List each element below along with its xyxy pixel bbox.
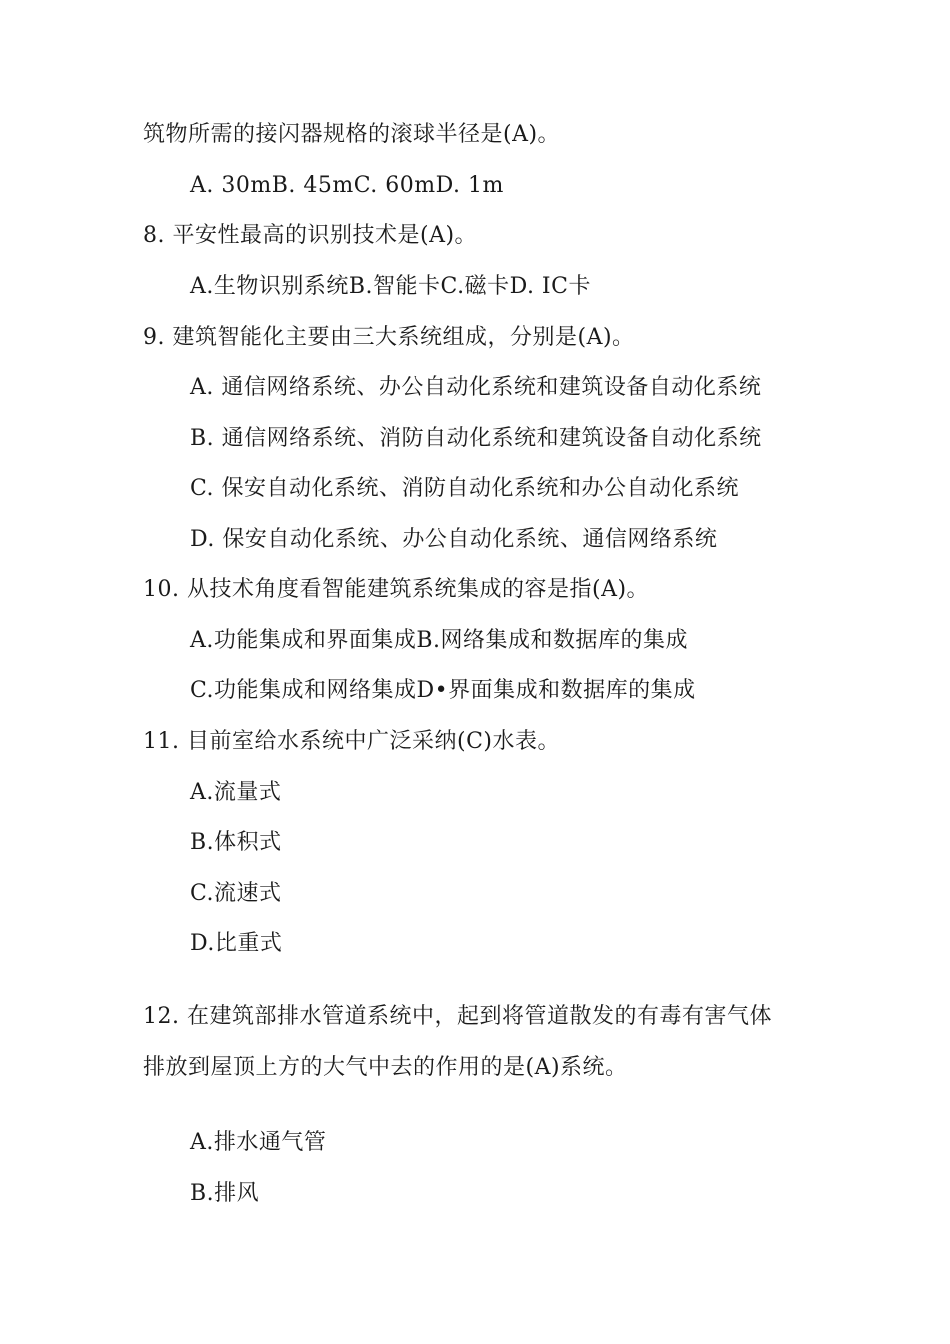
question-12-continuation: 排放到屋顶上方的大气中去的作用的是(A)系统。: [143, 1055, 628, 1080]
question-10-options-ab: A.功能集成和界面集成B.网络集成和数据库的集成: [190, 628, 689, 653]
question-9-option-b: B. 通信网络系统、消防自动化系统和建筑设备自动化系统: [190, 426, 762, 451]
question-10: 10. 从技术角度看智能建筑系统集成的容是指(A)。: [143, 577, 650, 602]
question-7-options: A. 30mB. 45mC. 60mD. 1m: [190, 173, 504, 198]
question-10-options-cd: C.功能集成和网络集成D•界面集成和数据库的集成: [190, 678, 696, 703]
question-8: 8. 平安性最高的识别技术是(A)。: [143, 223, 478, 248]
question-9-option-a: A. 通信网络系统、办公自动化系统和建筑设备自动化系统: [190, 375, 762, 400]
question-11-option-c: C.流速式: [190, 881, 282, 906]
question-11-option-d: D.比重式: [190, 931, 283, 956]
question-9-option-c: C. 保安自动化系统、消防自动化系统和办公自动化系统: [190, 476, 740, 501]
question-11: 11. 目前室给水系统中广泛采纳(C)水表。: [143, 729, 560, 754]
question-9-option-d: D. 保安自动化系统、办公自动化系统、通信网络系统: [190, 527, 718, 552]
question-7-continuation: 筑物所需的接闪器规格的滚球半径是(A)。: [143, 122, 561, 147]
question-12-option-b: B.排风: [190, 1181, 260, 1206]
question-11-option-a: A.流量式: [190, 780, 282, 805]
question-8-options: A.生物识别系统B.智能卡C.磁卡D. IC卡: [190, 274, 591, 299]
question-11-option-b: B.体积式: [190, 830, 282, 855]
question-12-option-a: A.排水通气管: [190, 1130, 327, 1155]
question-12: 12. 在建筑部排水管道系统中，起到将管道散发的有毒有害气体: [143, 1004, 772, 1029]
question-9: 9. 建筑智能化主要由三大系统组成，分别是(A)。: [143, 325, 635, 350]
